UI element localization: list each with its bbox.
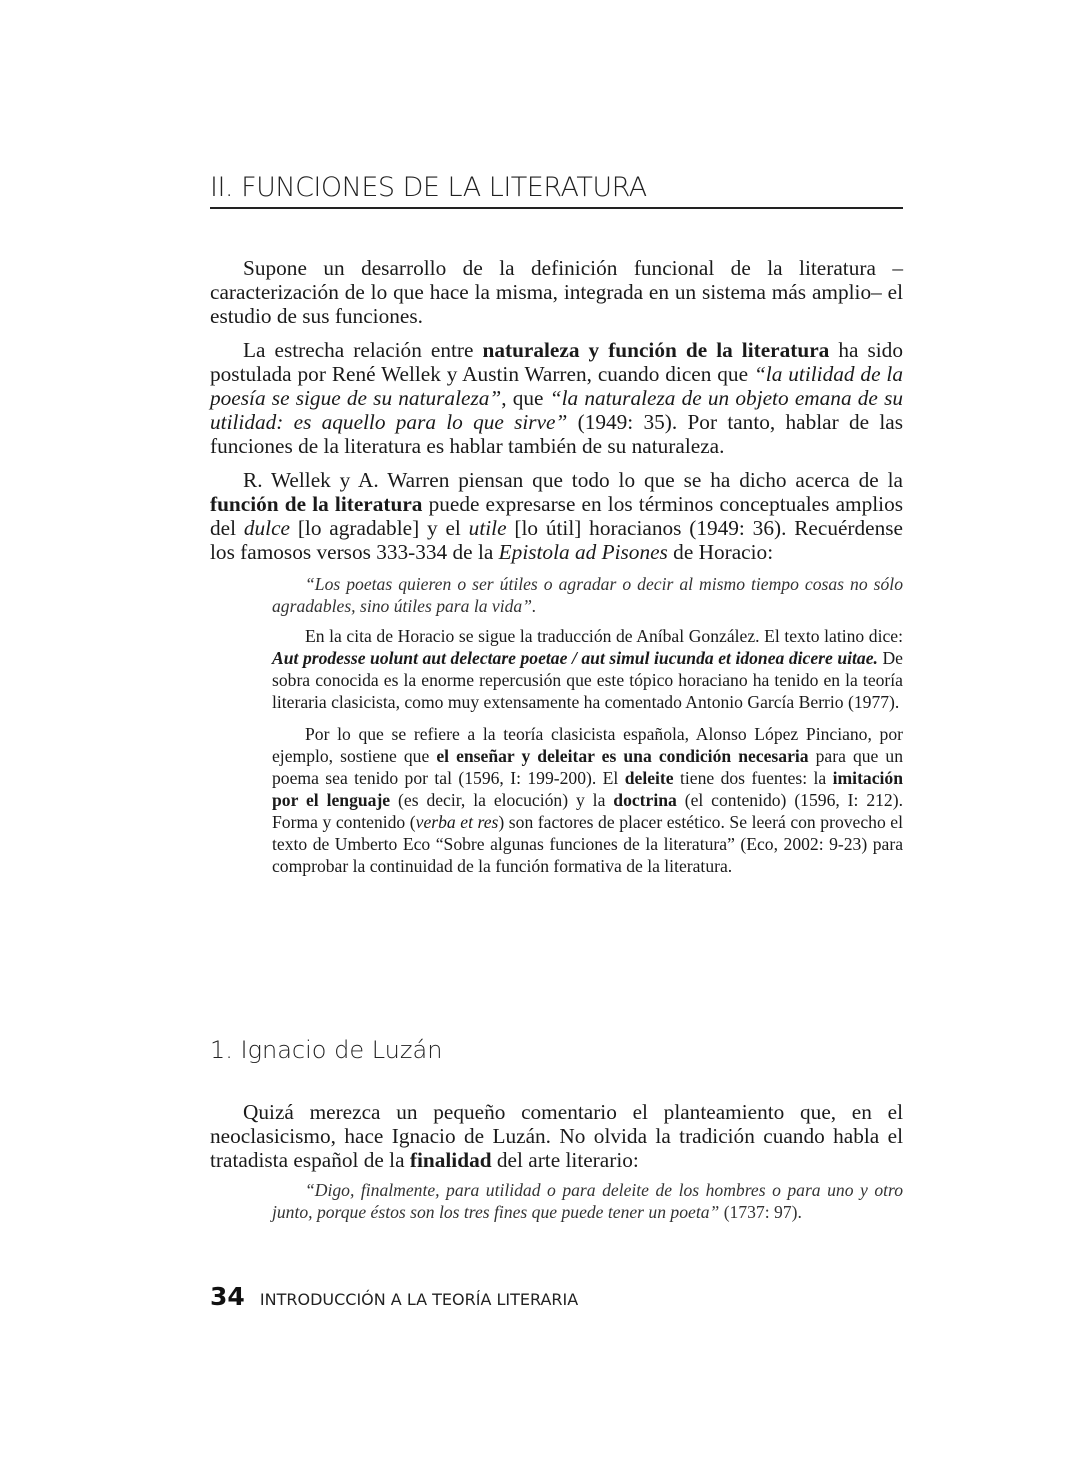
text-run: En la cita de Horacio se sigue la traducción de Aníbal González. El texto latino dice: bbox=[305, 626, 903, 647]
emphasis-text: doctrina bbox=[613, 790, 677, 811]
text-run: [lo útil] horacianos (1949: 36). Recuérdense los famosos versos 333-334 de la bbox=[210, 516, 904, 565]
text-run: R. Wellek y A. Warren piensan que todo lo que se ha dicho acerca de la bbox=[243, 467, 903, 492]
text-run: (1737: 97). bbox=[719, 1201, 802, 1222]
text-run: de Horacio: bbox=[667, 540, 774, 565]
chapter-heading: II. FUNCIONES DE LA LITERATURA bbox=[210, 172, 903, 209]
paragraph bbox=[210, 1100, 903, 1173]
italic-text: dulce bbox=[243, 516, 290, 541]
text-run: tiene dos fuentes: la bbox=[673, 768, 833, 789]
block-quote bbox=[272, 573, 903, 617]
text-run: del arte literario: bbox=[491, 1148, 639, 1173]
emphasis-text: función de la literatura bbox=[210, 491, 423, 516]
text-run: [lo agradable] y el bbox=[289, 516, 469, 541]
italic-text: verba et res bbox=[415, 812, 499, 833]
paragraph bbox=[210, 468, 903, 565]
text-run: La estrecha relación entre bbox=[243, 337, 483, 362]
italic-text: Epistola ad Pisones bbox=[498, 540, 668, 565]
note-paragraph bbox=[272, 625, 903, 713]
text-run: “Digo, finalmente, para utilidad o para deleite de los hombres o para uno y otro junto, porque éstos son los tres fines que puede tener un poeta” bbox=[272, 1179, 903, 1222]
emphasis-text: finalidad bbox=[409, 1148, 492, 1173]
page-number: 34 bbox=[210, 1282, 245, 1311]
text-run: Por lo que se refiere a la teoría clasicista española, Alonso López Pinciano, por ejemplo, sostiene que bbox=[272, 724, 903, 767]
text-run: (1949: 35). Por tanto, hablar de las funciones de la literatura es hablar también de su naturaleza. bbox=[210, 410, 903, 459]
note-paragraph bbox=[272, 723, 903, 877]
text-run: ) son factores de placer estético. Se leerá con provecho el texto de Umberto Eco “Sobre algunas funciones de la literatura” (Eco, 2002: 9-23) para comprobar la continuidad de la función formativa de la literatura. bbox=[272, 812, 904, 877]
text-run: De sobra conocida es la enorme repercusión que este tópico horaciano ha tenido en la teoría literaria clasicista, como muy extensamente ha comentado Antonio García Berrio (1977). bbox=[272, 648, 903, 713]
section-body bbox=[210, 256, 903, 887]
italic-text: “la naturaleza de un objeto emana de su utilidad: es aquello para lo que sirve” bbox=[210, 386, 904, 435]
block-quote bbox=[272, 1179, 903, 1223]
section-body-luzan bbox=[210, 1100, 903, 1231]
text-run: para que un poema sea tenido por tal (1596, I: 199-200). El bbox=[272, 746, 903, 789]
paragraph bbox=[210, 338, 903, 459]
emphasis-text: imitación por el lenguaje bbox=[272, 768, 904, 811]
text-run: Supone un desarrollo de la definición funcional de la literatura –caracterización de lo que hace la misma, integrada en un sistema más amplio– el estudio de sus funciones. bbox=[210, 256, 903, 329]
text-run: “Los poetas quieren o ser útiles o agradar o decir al mismo tiempo cosas no sólo agradables, sino útiles para la vida”. bbox=[272, 574, 903, 617]
emphasis-text: Aut prodesse uolunt aut delectare poetae / aut simul iucunda et idonea dicere uitae. bbox=[272, 648, 878, 669]
text-run: ha sido postulada por René Wellek y Austin Warren, cuando dicen que bbox=[210, 337, 903, 386]
italic-text: utile bbox=[468, 516, 507, 541]
emphasis-text: naturaleza y función de la literatura bbox=[482, 337, 830, 362]
page-footer bbox=[210, 1282, 578, 1311]
text-run: , que bbox=[501, 386, 550, 411]
section-heading: 1. Ignacio de Luzán bbox=[210, 1036, 443, 1064]
text-run: (el contenido) (1596, I: 212). Forma y contenido ( bbox=[272, 790, 903, 833]
paragraph bbox=[210, 256, 903, 329]
text-run: Quizá merezca un pequeño comentario el planteamiento que, en el neoclasicismo, hace Ignacio de Luzán. No olvida la tradición cuando habla el tratadista español de la bbox=[210, 1100, 903, 1173]
emphasis-text: el enseñar y deleitar es una condición necesaria bbox=[436, 746, 809, 767]
emphasis-text: deleite bbox=[624, 768, 674, 789]
text-run: (es decir, la elocución) y la bbox=[390, 790, 614, 811]
running-title: INTRODUCCIÓN A LA TEORÍA LITERARIA bbox=[259, 1290, 579, 1309]
italic-text: “la utilidad de la poesía se sigue de su naturaleza” bbox=[210, 361, 903, 411]
text-run: puede expresarse en los términos conceptuales amplios del bbox=[210, 491, 903, 541]
